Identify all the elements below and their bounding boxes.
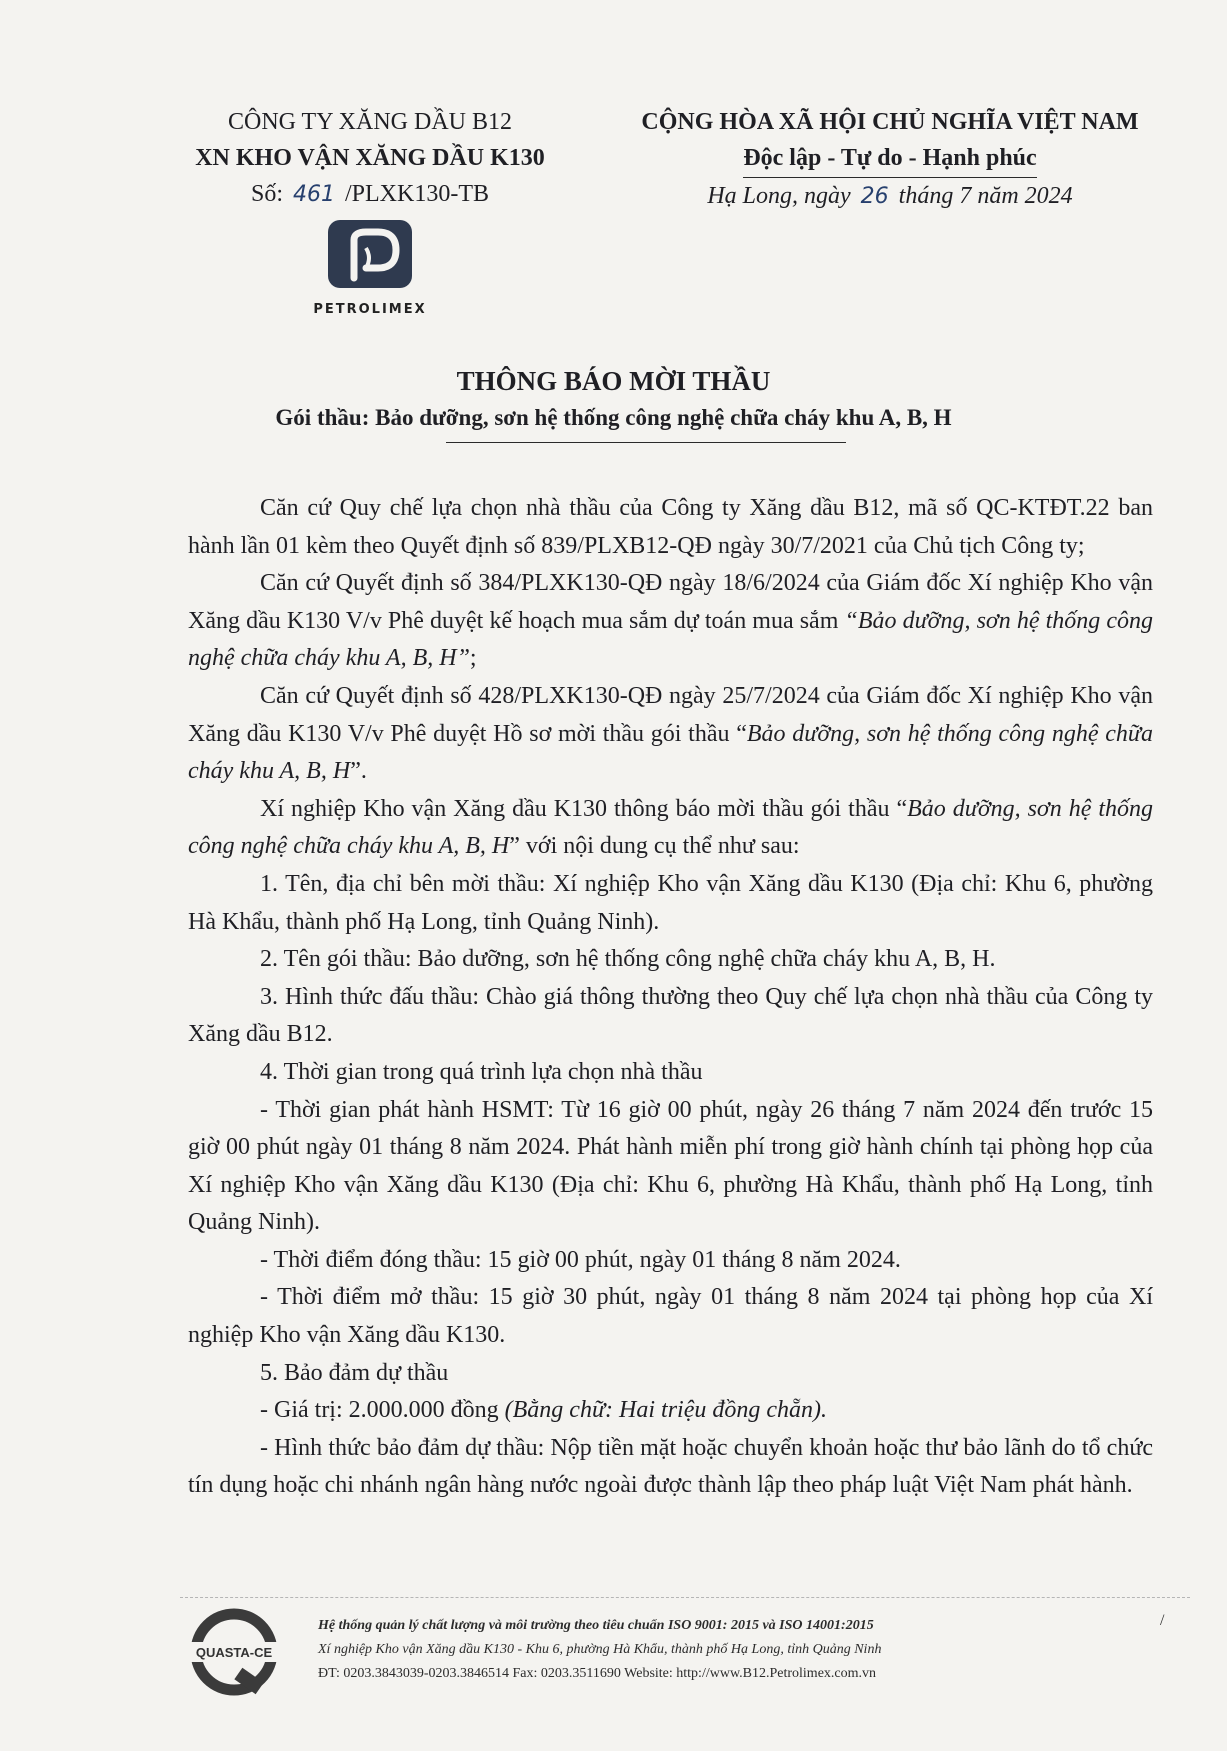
number-handwritten: 461 — [293, 182, 335, 207]
petrolimex-logo-icon — [326, 218, 414, 290]
header-right — [605, 104, 1175, 215]
date-suffix: tháng 7 năm 2024 — [898, 183, 1073, 209]
item-5: 5. Bảo đảm dự thầu — [260, 1359, 449, 1386]
item5a-text: - Giá trị: 2.000.000 đồng — [260, 1397, 505, 1424]
logo-text: PETROLIMEX — [313, 302, 427, 317]
number-suffix: /PLXK130-TB — [345, 181, 489, 207]
item-4c: - Thời điểm mở thầu: 15 giờ 30 phút, ngày 01 tháng 8 năm 2024 tại phòng họp của Xí nghiệp Kho vận Xăng dầu K130. — [188, 1284, 1153, 1349]
paragraph-basis-3 — [188, 678, 1153, 791]
title-subtitle: Gói thầu: Bảo dưỡng, sơn hệ thống công nghệ chữa cháy khu A, B, H — [275, 405, 952, 430]
item-1: 1. Tên, địa chỉ bên mời thầu: Xí nghiệp Kho vận Xăng dầu K130 (Địa chỉ: Khu 6, phường Hà Khẩu, thành phố Hạ Long, tỉnh Quảng Ninh). — [188, 870, 1153, 935]
date-prefix: Hạ Long, ngày — [707, 183, 851, 209]
p3-italic: Bảo dưỡng, sơn hệ thống công nghệ chữa cháy khu A, B, H — [188, 720, 1153, 785]
notice-body — [188, 490, 1153, 1505]
company-name: CÔNG TY XĂNG DẦU B12 — [227, 109, 512, 135]
item-5b: - Hình thức bảo đảm dự thầu: Nộp tiền mặt hoặc chuyển khoản hoặc thư bảo lãnh do tổ chức tín dụng hoặc chi nhánh ngân hàng nước ngoài được thành lập theo pháp luật Việt Nam phát hành. — [188, 1434, 1153, 1499]
unit-name: XN KHO VẬN XĂNG DẦU K130 — [195, 145, 545, 171]
date-day-handwritten: 26 — [860, 184, 889, 209]
p3-text: Căn cứ Quyết định số 428/PLXK130-QĐ ngày 25/7/2024 của Giám đốc Xí nghiệp Kho vận Xăng dầu K130 V/v Phê duyệt Hồ sơ mời thầu gói thầu “ — [188, 682, 1153, 747]
footer-contact-line: ĐT: 0203.3843039-0203.3846514 Fax: 0203.3511690 Website: http://www.B12.Petrolimex.com.vn — [318, 1666, 877, 1681]
national-motto: Độc lập - Tự do - Hạnh phúc — [743, 140, 1036, 178]
item-3: 3. Hình thức đấu thầu: Chào giá thông thường theo Quy chế lựa chọn nhà thầu của Công ty Xăng dầu B12. — [188, 983, 1153, 1048]
p4-end: ” với nội dung cụ thể như sau: — [509, 833, 800, 860]
footer-address-line: Xí nghiệp Kho vận Xăng dầu K130 - Khu 6, phường Hà Khẩu, thành phố Hạ Long, tỉnh Quảng Ninh — [318, 1642, 882, 1657]
item-5a — [188, 1392, 1153, 1430]
paragraph-basis-1: Căn cứ Quy chế lựa chọn nhà thầu của Công ty Xăng dầu B12, mã số QC-KTĐT.22 ban hành lần 01 kèm theo Quyết định số 839/PLXB12-QĐ ngày 30/7/2021 của Chủ tịch Công ty; — [188, 495, 1153, 559]
petrolimex-logo — [300, 218, 440, 317]
header-left — [150, 104, 590, 213]
title-underline — [446, 442, 846, 443]
p2-text: Căn cứ Quyết định số 384/PLXK130-QĐ ngày 18/6/2024 của Giám đốc Xí nghiệp Kho vận Xăng dầu K130 V/v Phê duyệt kế hoạch mua sắm dự toán mua sắm — [188, 570, 1153, 634]
footer-divider — [180, 1597, 1190, 1598]
document-date — [605, 178, 1175, 215]
quasta-cert-logo-icon — [184, 1604, 284, 1704]
item-4: 4. Thời gian trong quá trình lựa chọn nhà thầu — [260, 1058, 703, 1085]
p2-end: ; — [469, 645, 477, 672]
p2-italic: “Bảo dưỡng, sơn hệ thống công nghệ chữa cháy khu A, B, H” — [188, 607, 1154, 672]
paragraph-basis-2 — [188, 565, 1153, 678]
country-name: CỘNG HÒA XÃ HỘI CHỦ NGHĨA VIỆT NAM — [641, 109, 1139, 135]
cert-logo-text: QUASTA-CE — [195, 1645, 273, 1660]
p3-end: ”. — [350, 758, 367, 785]
item5a-italic: (Bằng chữ: Hai triệu đồng chẵn). — [504, 1397, 827, 1424]
footer-info — [318, 1614, 1188, 1686]
title-main: THÔNG BÁO MỜI THẦU — [456, 366, 771, 396]
footer-iso-line: Hệ thống quản lý chất lượng và môi trường theo tiêu chuẩn ISO 9001: 2015 và ISO 14001:2015 — [318, 1618, 874, 1633]
page-mark: / — [1160, 1612, 1165, 1629]
p4-text: Xí nghiệp Kho vận Xăng dầu K130 thông báo mời thầu gói thầu “ — [260, 795, 908, 822]
document-number — [150, 176, 590, 213]
p4-italic: Bảo dưỡng, sơn hệ thống công nghệ chữa cháy khu A, B, H — [188, 795, 1153, 860]
notice-title — [0, 362, 1227, 443]
item-4b: - Thời điểm đóng thầu: 15 giờ 00 phút, ngày 01 tháng 8 năm 2024. — [260, 1246, 901, 1273]
number-prefix: Số: — [250, 181, 283, 207]
paragraph-intro — [188, 791, 1153, 866]
item-4a: - Thời gian phát hành HSMT: Từ 16 giờ 00 phút, ngày 26 tháng 7 năm 2024 đến trước 15 giờ 00 phút ngày 01 tháng 8 năm 2024. Phát hành miễn phí trong giờ hành chính tại phòng họp của Xí nghiệp Kho vận Xăng dầu K130 (Địa chỉ: Khu 6, phường Hà Khẩu, thành phố Hạ Long, tỉnh Quảng Ninh). — [188, 1096, 1153, 1236]
item-2: 2. Tên gói thầu: Bảo dưỡng, sơn hệ thống công nghệ chữa cháy khu A, B, H. — [260, 946, 996, 973]
